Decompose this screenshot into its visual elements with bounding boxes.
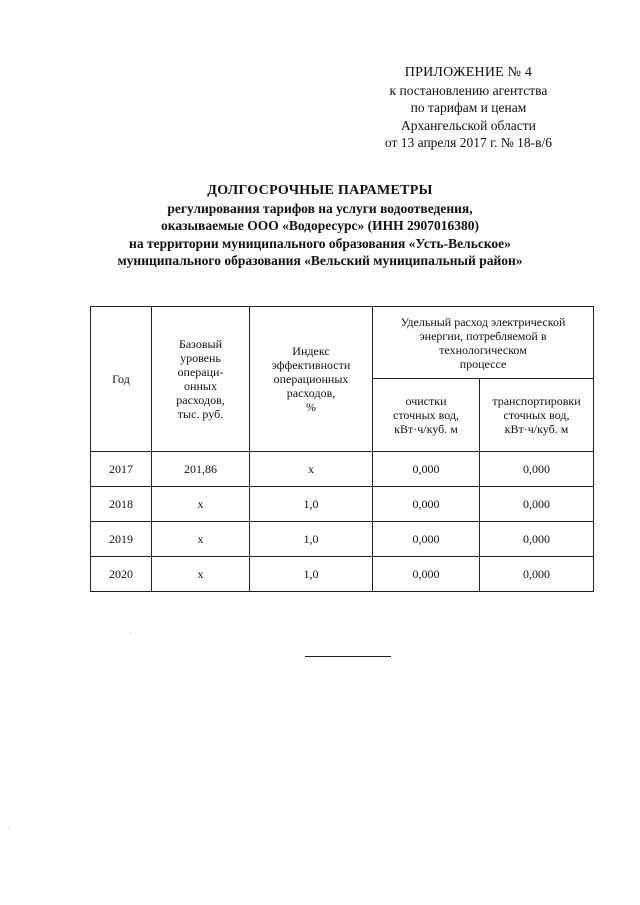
header-efficiency-index: Индекс эффективности операционных расходов, % bbox=[250, 307, 373, 452]
table-row bbox=[91, 452, 594, 487]
header-year: Год bbox=[91, 307, 152, 452]
cell-year: 2020 bbox=[91, 557, 152, 592]
cell-cleaning: 0,000 bbox=[373, 522, 480, 557]
cell-transport: 0,000 bbox=[480, 557, 594, 592]
cell-index: 1,0 bbox=[250, 487, 373, 522]
cell-index: 1,0 bbox=[250, 557, 373, 592]
cell-transport: 0,000 bbox=[480, 487, 594, 522]
cell-base: x bbox=[152, 522, 250, 557]
cell-cleaning: 0,000 bbox=[373, 487, 480, 522]
title-line: оказываемые ООО «Водоресурс» (ИНН 2907016380) bbox=[161, 218, 479, 233]
title-line: на территории муниципального образования «Усть-Вельское» bbox=[129, 235, 511, 251]
table-row bbox=[91, 557, 594, 592]
header-transport: транспортировки сточных вод, кВт·ч/куб. м bbox=[480, 379, 594, 452]
cell-cleaning: 0,000 bbox=[373, 452, 480, 487]
title-line: регулирования тарифов на услуги водоотведения, bbox=[167, 200, 473, 216]
scan-speck bbox=[130, 633, 131, 634]
appendix-line: к постановлению агентства bbox=[389, 82, 548, 98]
scan-speck bbox=[8, 828, 9, 829]
cell-transport: 0,000 bbox=[480, 522, 594, 557]
appendix-line: Архангельской области bbox=[401, 117, 536, 133]
cell-index: 1,0 bbox=[250, 522, 373, 557]
appendix-date: от 13 апреля 2017 г. № 18-в/6 bbox=[384, 135, 552, 150]
cell-base: x bbox=[152, 557, 250, 592]
appendix-title: ПРИЛОЖЕНИЕ № 4 bbox=[404, 65, 533, 80]
table-row bbox=[91, 487, 594, 522]
title-heading: ДОЛГОСРОЧНЫЕ ПАРАМЕТРЫ bbox=[207, 183, 433, 198]
cell-index: x bbox=[250, 452, 373, 487]
appendix-line: по тарифам и ценам bbox=[410, 100, 527, 115]
header-energy-consumption: Удельный расход электрической энергии, потребляемой в технологическом процессе bbox=[373, 307, 594, 379]
cell-year: 2017 bbox=[91, 452, 152, 487]
header-base-level: Базовый уровень операци- онных расходов, тыс. руб. bbox=[152, 307, 250, 452]
parameters-table bbox=[90, 306, 594, 592]
cell-base: x bbox=[152, 487, 250, 522]
closing-rule bbox=[305, 656, 391, 657]
cell-base: 201,86 bbox=[152, 452, 250, 487]
header-cleaning: очистки сточных вод, кВт·ч/куб. м bbox=[373, 379, 480, 452]
cell-year: 2018 bbox=[91, 487, 152, 522]
cell-year: 2019 bbox=[91, 522, 152, 557]
table-row bbox=[91, 522, 594, 557]
cell-transport: 0,000 bbox=[480, 452, 594, 487]
appendix-header bbox=[385, 64, 552, 152]
title-line: муниципального образования «Вельский муниципальный район» bbox=[117, 253, 523, 268]
document-title bbox=[0, 182, 640, 270]
cell-cleaning: 0,000 bbox=[373, 557, 480, 592]
